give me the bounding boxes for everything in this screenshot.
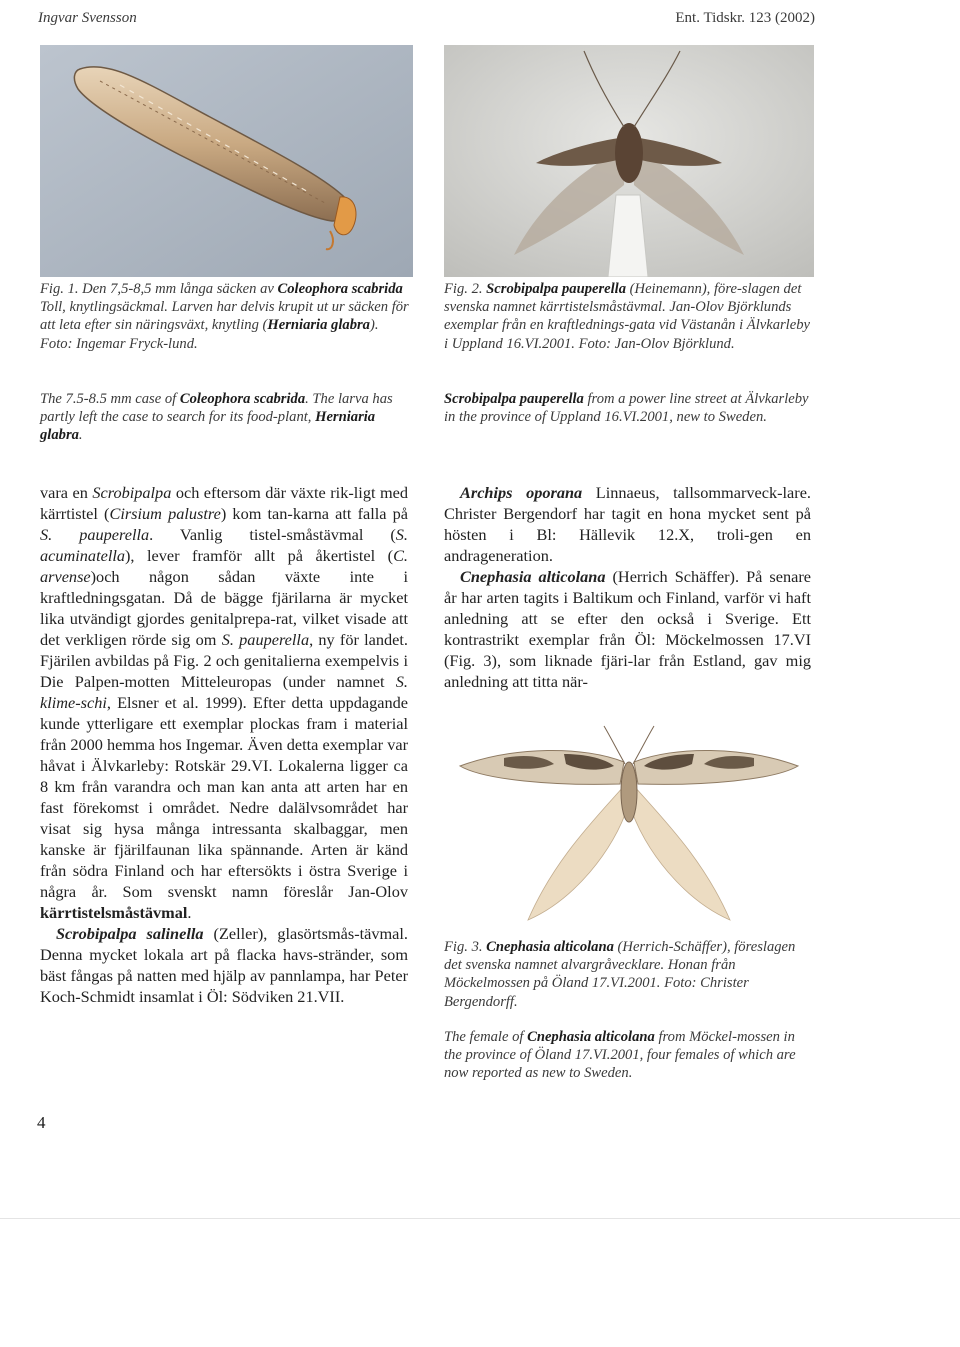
body-column-right [444, 482, 811, 692]
figure-2-photo [444, 45, 814, 277]
scrobipalpa-moth-image [444, 45, 814, 277]
running-head-journal: Ent. Tidskr. 123 (2002) [675, 10, 815, 26]
figure-1-photo [40, 45, 413, 277]
figure-1-caption-sv: Fig. 1. Den 7,5-8,5 mm långa säcken av Coleophora scabrida Toll, knytlingsäckmal. Larven har delvis krupit ut ur säcken för att leta efter sin näringsväxt, knytling (Herniaria glabra). Foto: Ingemar Fryck-lund. [40, 281, 409, 352]
figure-2-caption-sv: Fig. 2. Scrobipalpa pauperella (Heinemann), före-slagen det svenska namnet kärrtistelsmåstävmal. Jan-Olov Björklunds exemplar från en kraftlednings-gata vid Västanån i Älvkarleby i Uppland 16.VI.2001. Foto: Jan-Olov Björklund. [444, 281, 810, 352]
running-head-author: Ingvar Svensson [38, 10, 137, 26]
page-number: 4 [37, 1113, 46, 1132]
figure-1-caption-en: The 7.5-8.5 mm case of Coleophora scabrida. The larva has partly left the case to search for its food-plant, Herniaria glabra. [40, 391, 393, 444]
cnephasia-moth-image [444, 720, 814, 935]
body-column-left [40, 482, 408, 1007]
larva-case-image [40, 45, 413, 277]
paragraph: Archips oporana Linnaeus, tallsommarveck-lare. Christer Bergendorf har tagit en hona mycket sent på hösten i Bl: Hällevik 12.X, troli-gen en andrageneration. [444, 483, 811, 565]
figure-3-caption-en: The female of Cnephasia alticolana from Möckel-mossen in the province of Öland 17.VI.2001, four females of which are now reported as new to Sweden. [444, 1029, 796, 1082]
paragraph: Scrobipalpa salinella (Zeller), glasörtsmås-tävmal. Denna mycket lokala art på flacka havs-stränder, som bäst fångas på natten med hjälp av pannlampa, har Peter Koch-Schmidt insamlat i Öl: Södviken 21.VII. [40, 924, 408, 1006]
paragraph: vara en Scrobipalpa och eftersom där växte rik-ligt med kärrtistel (Cirsium palustre) kom tan-karna att falla på S. pauperella. Vanlig tistel-småstävmal (S. acuminatella), lever framför allt på åkertistel (C. arvense)och någon sådan växte inte i kraftledningsgatan. Då de bägge fjärilarna är mycket lika utvändigt gjordes genitalprepa-rat, vilket visade att det verkligen rörde sig om S. pauperella, ny för landet. Fjärilen avbildas på Fig. 2 och genitalierna exempelvis i Die Palpen-motten Mitteleuropas (under namnet S. klime-schi, Elsner et al. 1999). Efter detta uppdagande kunde ytterligare ett exemplar plockas fram i material från 2000 hemma hos Ingemar. Även detta exemplar var håvat i Älvkarleby: Rotskär 29.VI. Lokalerna ligger ca 8 km från varandra och man kan anta att arten har en fast förekomst i området. Nedre dalälvsområdet har visat sig hysa många intressanta skalbaggar, men kanske är fjärilfaunan lika spännande. Arten är känd från södra Finland och har eftersökts i östra Sverige i några år. Som svenskt namn föreslår Jan-Olov kärrtistelsmåstävmal. [40, 483, 409, 922]
figure-3-caption-sv: Fig. 3. Cnephasia alticolana (Herrich-Schäffer), föreslagen det svenska namnet alvargråvecklare. Honan från Möckelmossen på Öland 17.VI.2001. Foto: Christer Bergendorff. [444, 939, 796, 1010]
figure-3-photo [444, 720, 814, 935]
figure-2-caption-en: Scrobipalpa pauperella from a power line street at Älvkarleby in the province of Uppland 16.VI.2001, new to Sweden. [444, 391, 809, 426]
footer-rule [0, 1218, 960, 1219]
paragraph: Cnephasia alticolana (Herrich Schäffer). På senare år har arten tagits i Baltikum och Finland, varför vi haft anledning att se efter den också i Sverige. Ett kontrastrikt exemplar från Öl: Möckelmossen 17.VI (Fig. 3), som liknade fjäri-lar från Estland, gav mig anledning att titta när- [444, 567, 811, 691]
